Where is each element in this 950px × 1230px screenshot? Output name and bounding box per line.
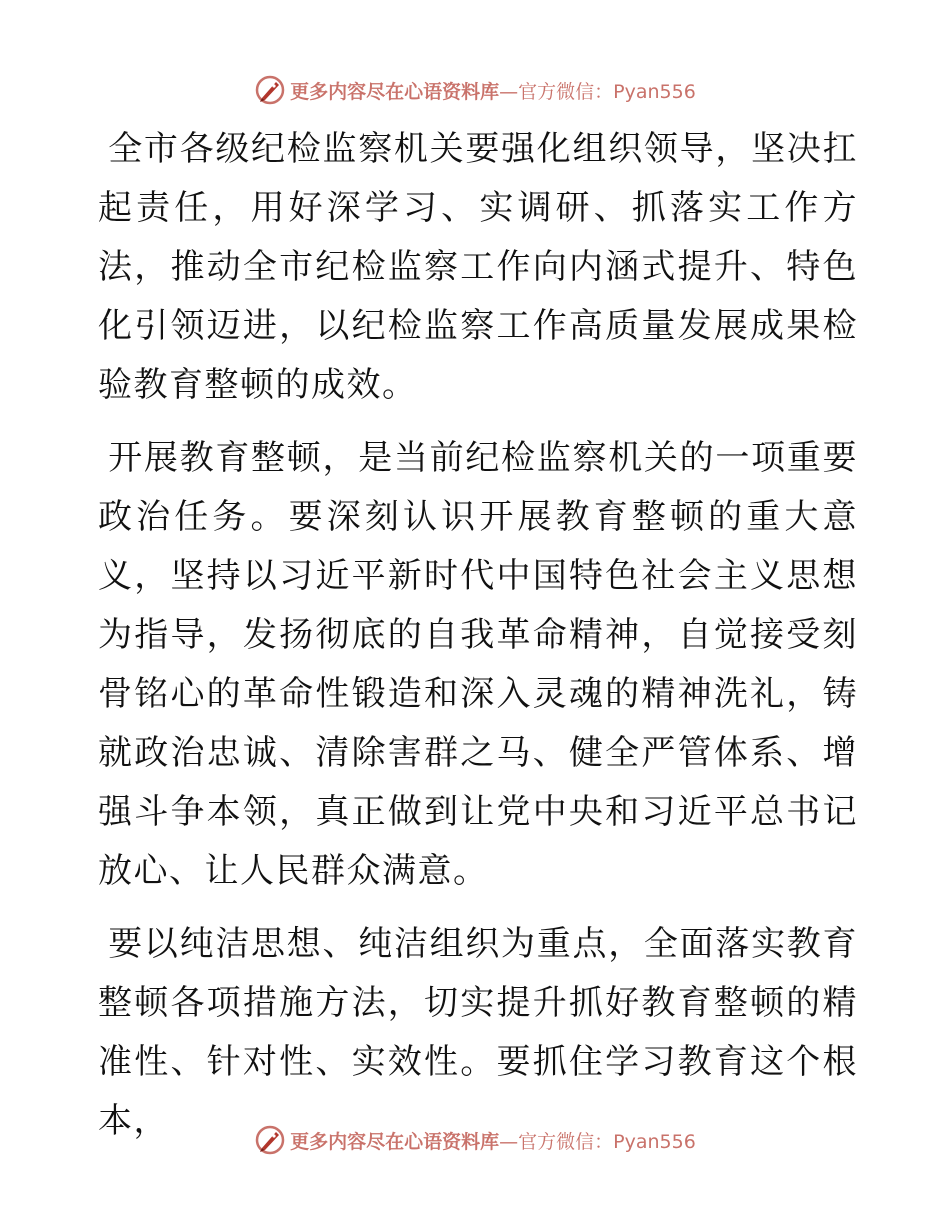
paragraph-2: 开展教育整顿，是当前纪检监察机关的一项重要政治任务。要深刻认识开展教育整顿的重大意义，坚持以习近平新时代中国特色社会主义思想为指导，发扬彻底的自我革命精神，自觉接受刻骨铭心的革命性锻造和深入灵魂的精神洗礼，铸就政治忠诚、清除害群之马、健全严管体系、增强斗争本领，真正做到让党中央和习近平总书记放心、让人民群众满意。	[98, 438, 858, 891]
banner-contact: —官方微信：Pyan556	[499, 1130, 696, 1153]
header-banner	[0, 70, 950, 110]
footer-banner	[0, 1120, 950, 1160]
paragraph-3: 要以纯洁思想、纯洁组织为重点，全面落实教育整顿各项措施方法，切实提升抓好教育整顿的精准性、针对性、实效性。要抓住学习教育这个根本，	[98, 924, 858, 1141]
banner-contact: —官方微信：Pyan556	[499, 80, 696, 103]
pen-nib-icon	[254, 74, 286, 106]
paragraph-1: 全市各级纪检监察机关要强化组织领导，坚决扛起责任，用好深学习、实调研、抓落实工作方法，推动全市纪检监察工作向内涵式提升、特色化引领迈进，以纪检监察工作高质量发展成果检验教育整顿的成效。	[98, 129, 858, 405]
banner-title: 更多内容尽在心语资料库	[290, 1130, 500, 1153]
pen-nib-icon	[254, 1124, 286, 1156]
document-body	[98, 120, 858, 1165]
banner-title: 更多内容尽在心语资料库	[290, 80, 500, 103]
